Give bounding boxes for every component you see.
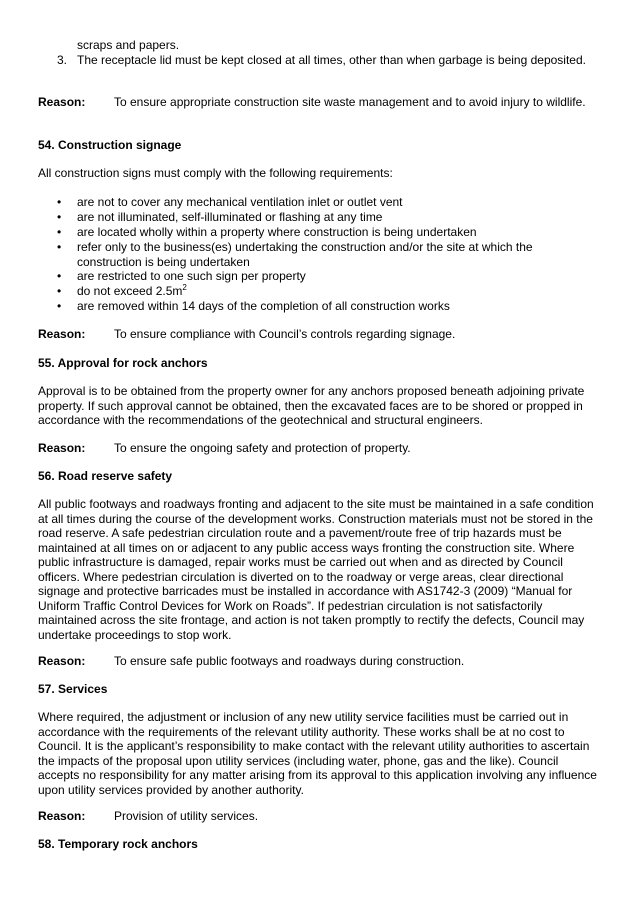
- reason-label: Reason:: [38, 809, 86, 823]
- list-item: are located wholly within a property where construction is being undertaken: [77, 225, 477, 239]
- reason-text: Provision of utility services.: [114, 809, 259, 823]
- reason-text: To ensure the ongoing safety and protection of property.: [114, 441, 411, 455]
- reason-label: Reason:: [38, 327, 86, 341]
- reason-text: To ensure safe public footways and roadways during construction.: [114, 654, 465, 668]
- reason-text: To ensure compliance with Council’s controls regarding signage.: [114, 327, 456, 341]
- reason-label: Reason:: [38, 95, 86, 109]
- list-item-continuation: scraps and papers.: [77, 38, 180, 52]
- list-item: are not to cover any mechanical ventilation inlet or outlet vent: [77, 195, 403, 209]
- list-item: are not illuminated, self-illuminated or flashing at any time: [77, 210, 383, 224]
- bullet-icon: •: [57, 195, 62, 209]
- reason-text: To ensure appropriate construction site waste management and to avoid injury to wildlife.: [114, 95, 586, 109]
- bullet-icon: •: [57, 240, 62, 254]
- section-heading: 54. Construction signage: [38, 138, 182, 152]
- section-heading: 58. Temporary rock anchors: [38, 837, 198, 851]
- bullet-icon: •: [57, 269, 62, 283]
- section-intro: All construction signs must comply with the following requirements:: [38, 166, 393, 180]
- section-body: All public footways and roadways fronting and adjacent to the site must be maintained in a safe condition at all times during the course of the development works. Construction materials must not be stored in the road reserve. A safe pedestrian circulation route and a pavement/route free of trip hazards must be maintained at all times on or adjacent to any public access ways fronting the construction site. Where public infrastructure is damaged, repair works must be carried out when and as directed by Council officers. Where pedestrian circulation is diverted on to the roadway or verge areas, clear directional signage and protective barricades must be installed in accordance with AS1742-3 (2009) “Manual for Uniform Traffic Control Devices for Work on Roads”. If pedestrian circulation is not satisfactorily maintained across the site frontage, and action is not taken promptly to rectify the defects, Council may undertake proceedings to stop work.: [38, 497, 594, 642]
- list-item: refer only to the business(es) undertaking the construction and/or the site at which the construction is being undertaken: [77, 240, 533, 269]
- section-body: Approval is to be obtained from the property owner for any anchors proposed beneath adjoining private property. If such approval cannot be obtained, then the excavated faces are to be shored or propped in accordance with the recommendations of the geotechnical and structural engineers.: [38, 384, 585, 427]
- section-body: Where required, the adjustment or inclusion of any new utility service facilities must be carried out in accordance with the requirements of the relevant utility authority. These works shall be at no cost to Council. It is the applicant’s responsibility to make contact with the relevant utility authorities to ascertain the impacts of the proposal upon utility services (including water, phone, gas and the like). Council accepts no responsibility for any matter arising from its approval to this application involving any influence upon utility services provided by another authority.: [38, 710, 597, 797]
- section-heading: 56. Road reserve safety: [38, 469, 173, 483]
- reason-label: Reason:: [38, 441, 86, 455]
- bullet-icon: •: [57, 299, 62, 313]
- superscript: 2: [182, 283, 187, 292]
- list-item: are removed within 14 days of the completion of all construction works: [77, 299, 450, 313]
- section-heading: 55. Approval for rock anchors: [38, 356, 208, 370]
- list-item-text: The receptacle lid must be kept closed at all times, other than when garbage is being deposited.: [77, 53, 586, 67]
- reason-label: Reason:: [38, 654, 86, 668]
- list-item: [77, 284, 597, 299]
- list-item-text: do not exceed 2.5m: [77, 284, 183, 298]
- bullet-icon: •: [57, 225, 62, 239]
- list-item: are restricted to one such sign per property: [77, 269, 306, 283]
- section-heading: 57. Services: [38, 682, 108, 696]
- bullet-icon: •: [57, 210, 62, 224]
- bullet-icon: •: [57, 284, 62, 298]
- list-item-number: 3.: [57, 53, 68, 67]
